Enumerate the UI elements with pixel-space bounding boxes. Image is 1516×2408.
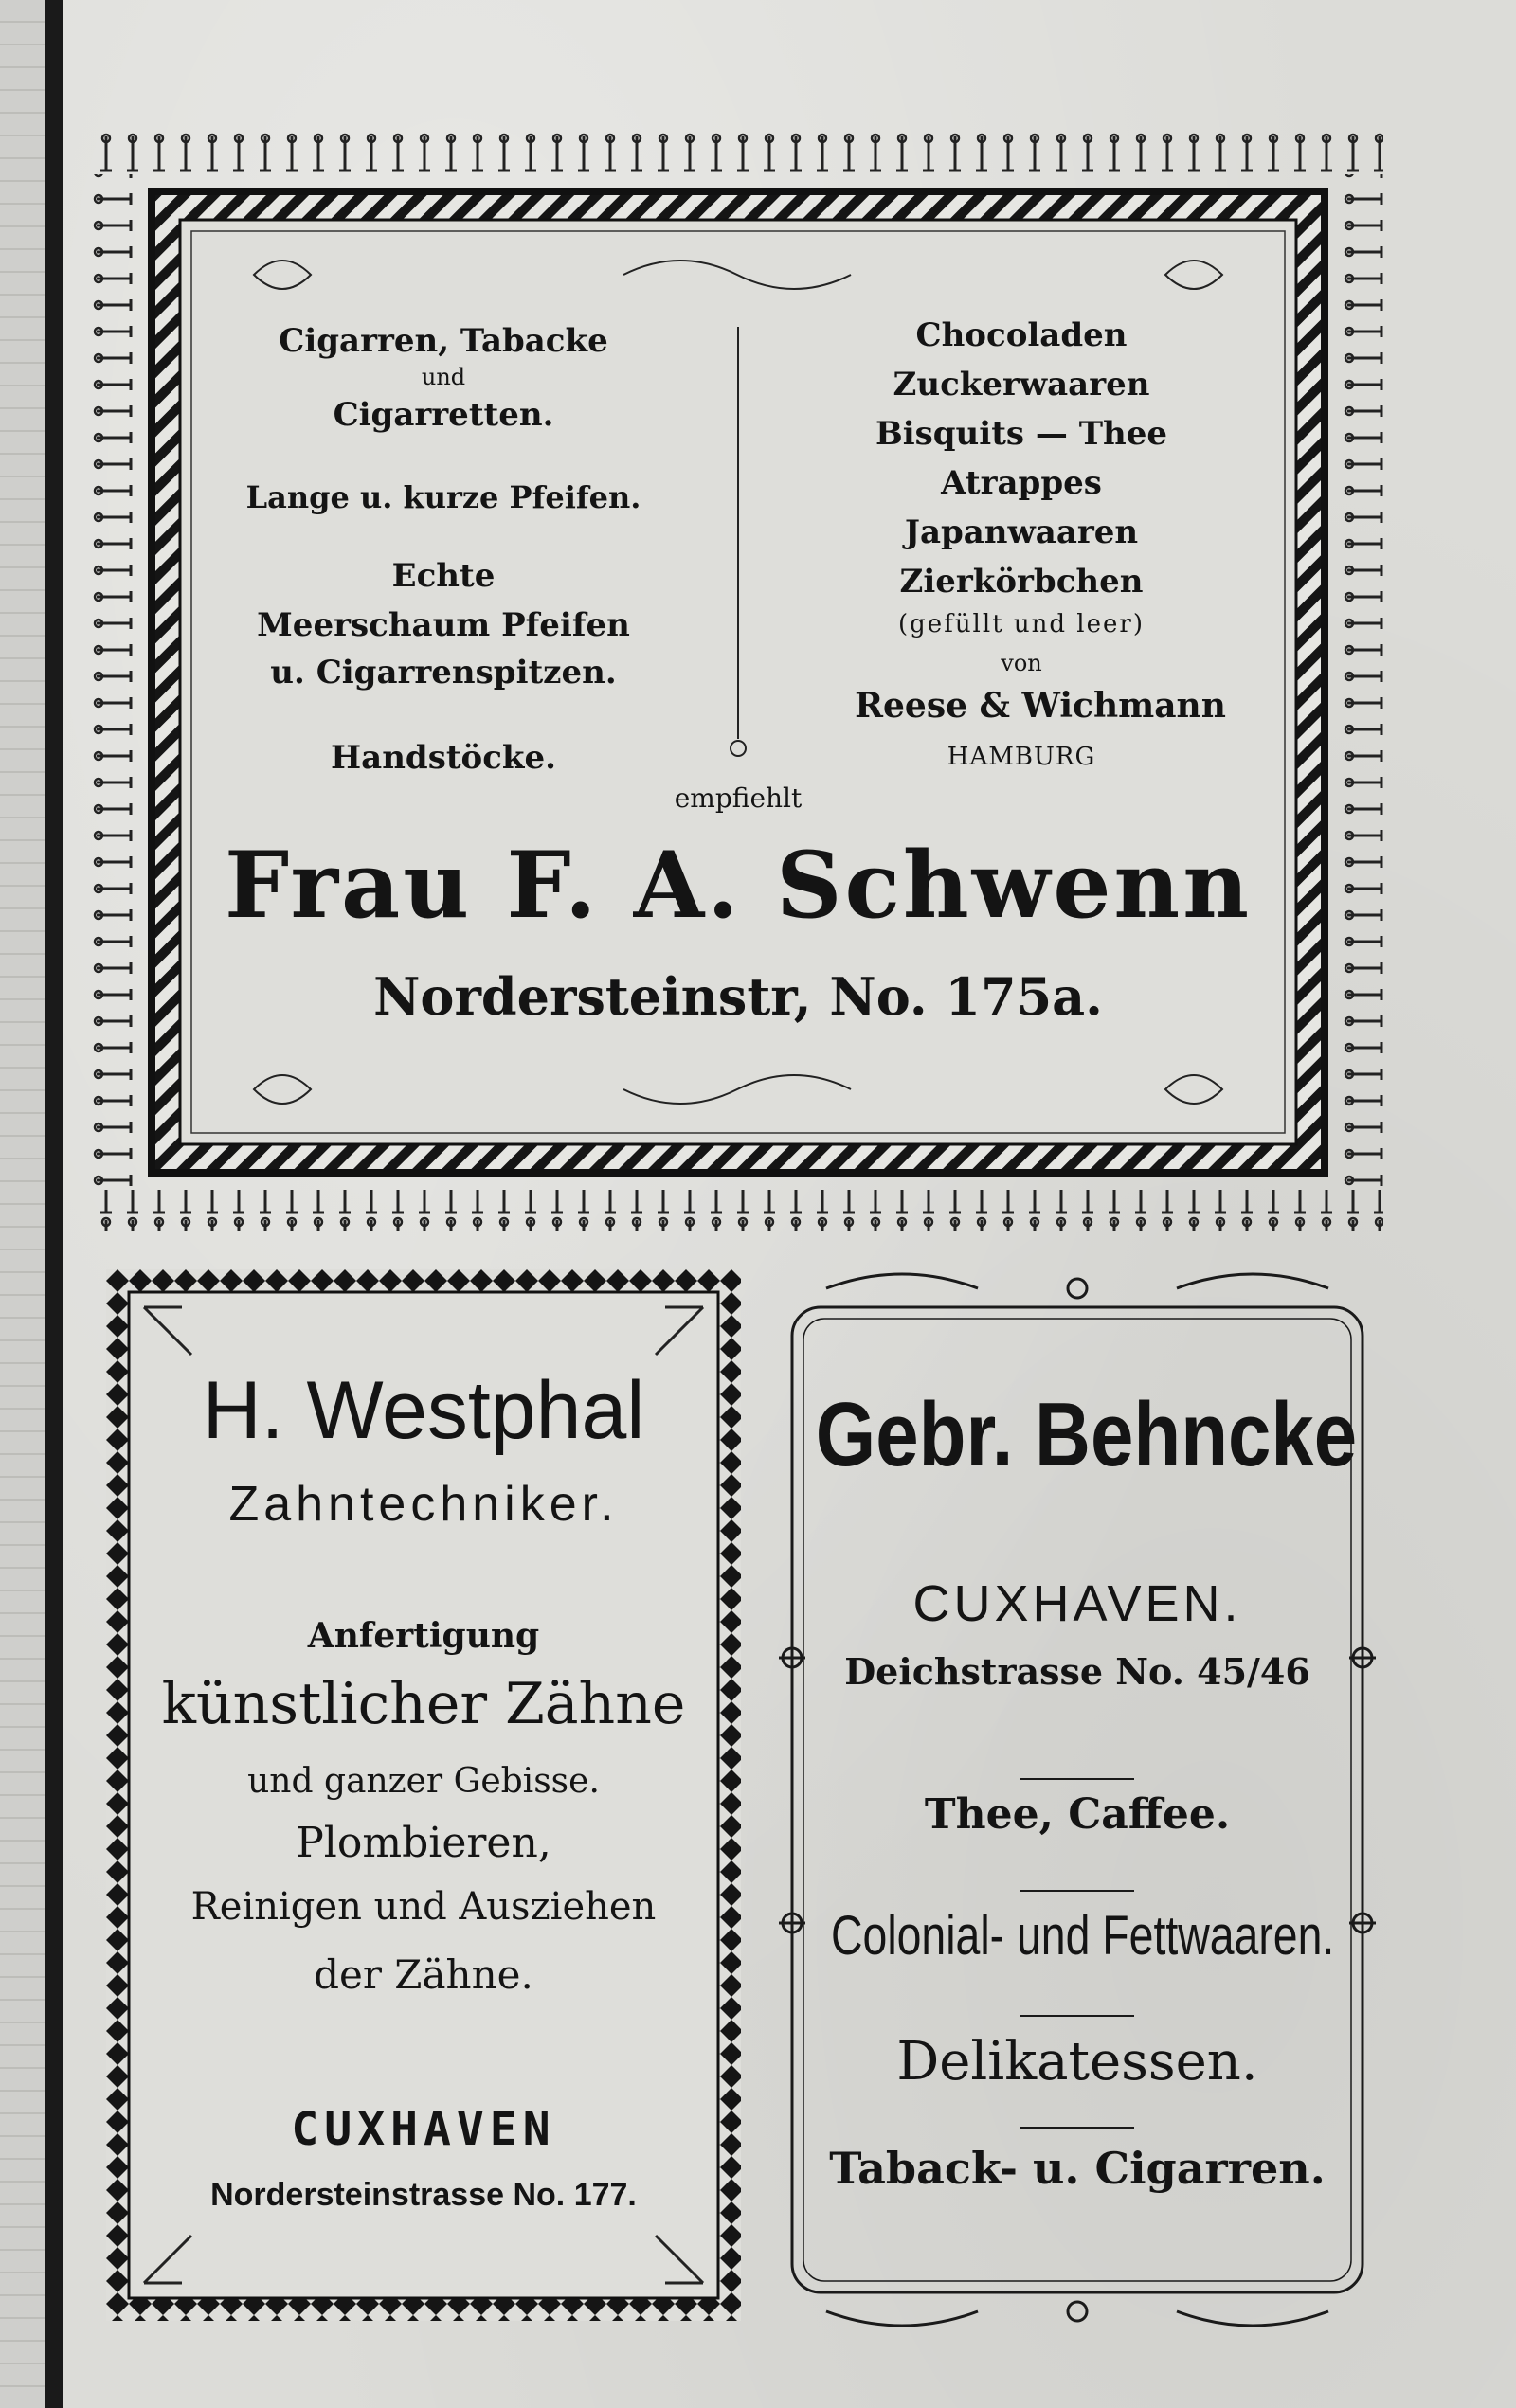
gebisse-line: und ganzer Gebisse. (247, 1762, 600, 1801)
der-zaehne-line: der Zähne. (314, 1951, 533, 1998)
colonial-fettwaaren-line: Colonial- und Fettwaaren. (831, 1905, 1335, 1967)
cigarren-line: Cigarren, Tabacke (279, 322, 608, 360)
meerschaum-line: Meerschaum Pfeifen (257, 606, 630, 644)
schwenn-advertisement (93, 133, 1383, 1231)
zuckerwaaren-line: Zuckerwaaren (893, 366, 1150, 404)
westphal-address: Nordersteinstrasse No. 177. (210, 2177, 637, 2213)
und-line: und (421, 364, 466, 390)
thee-caffee-line: Thee, Caffee. (924, 1790, 1231, 1839)
westphal-city: CUXHAVEN (291, 2103, 556, 2156)
cigarretten-line: Cigarretten. (333, 396, 554, 434)
cigarrenspitzen-line: u. Cigarrenspitzen. (270, 654, 617, 692)
westphal-advertisement (106, 1269, 741, 2321)
echte-line: Echte (391, 557, 496, 595)
chocoladen-line: Chocoladen (915, 316, 1128, 354)
schwenn-address: Nordersteinstr, No. 175a. (373, 966, 1103, 1027)
zierkoerbchen-line: Zierkörbchen (899, 563, 1144, 601)
behncke-address: Deichstrasse No. 45/46 (844, 1650, 1310, 1693)
delikatessen-line: Delikatessen. (896, 2031, 1258, 2093)
handstoecke-line: Handstöcke. (331, 739, 556, 777)
binding-edge (0, 0, 45, 2408)
von-line: von (1001, 650, 1042, 676)
pfeifen-line: Lange u. kurze Pfeifen. (245, 479, 641, 515)
empfiehlt-line: empfiehlt (674, 782, 803, 814)
gefuellt-line: (gefüllt und leer) (898, 610, 1145, 638)
kuenstlicher-zaehne-line: künstlicher Zähne (161, 1671, 686, 1737)
anfertigung-line: Anfertigung (307, 1616, 540, 1656)
ausziehen-line: Reinigen und Ausziehen (190, 1885, 657, 1929)
bisquits-line: Bisquits — Thee (875, 415, 1167, 453)
binding-spine (45, 0, 63, 2408)
plombieren-line: Plombieren, (296, 1819, 551, 1867)
reese-wichmann-line: Reese & Wichmann (855, 686, 1226, 726)
behncke-name: Gebr. Behncke (815, 1384, 1358, 1485)
behncke-advertisement (769, 1260, 1385, 2330)
behncke-city: CUXHAVEN. (912, 1575, 1242, 1632)
hamburg-line: HAMBURG (947, 743, 1096, 771)
atrappes-line: Atrappes (941, 464, 1102, 502)
westphal-profession: Zahntechniker. (228, 1477, 619, 1532)
schwenn-name: Frau F. A. Schwenn (224, 832, 1253, 939)
westphal-name: H. Westphal (202, 1365, 645, 1456)
japanwaaren-line: Japanwaaren (904, 513, 1139, 551)
taback-cigarren-line: Taback- u. Cigarren. (829, 2143, 1326, 2194)
